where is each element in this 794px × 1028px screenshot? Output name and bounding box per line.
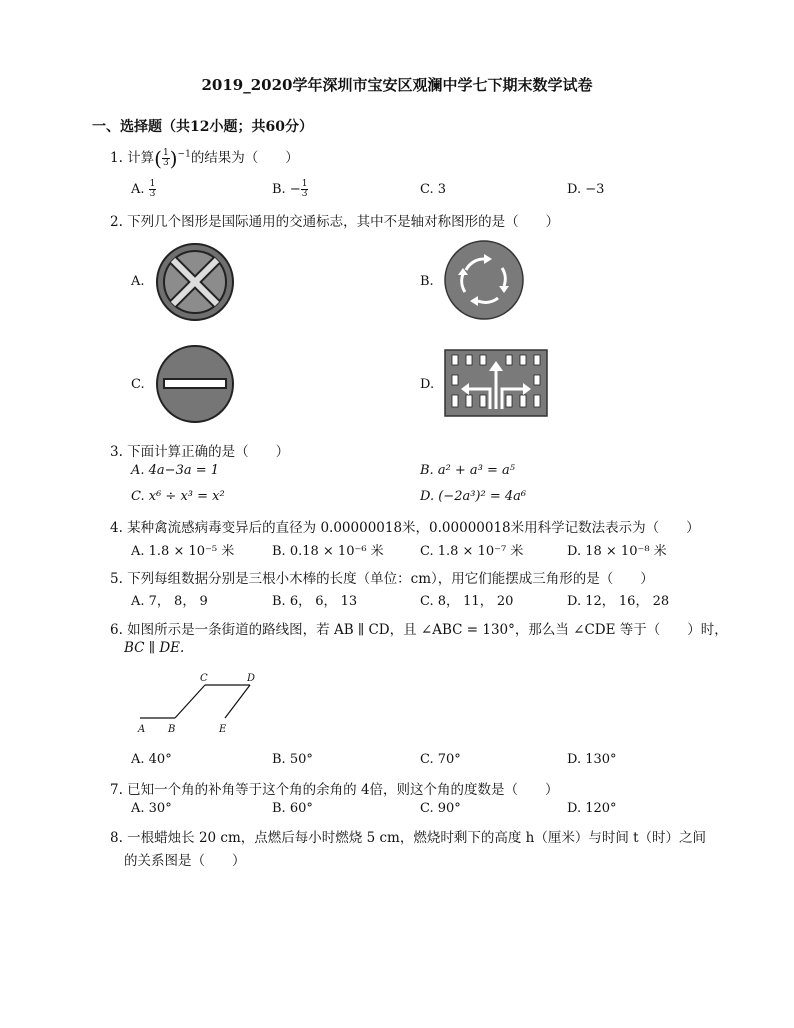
section-heading: 一、选择题（共12小题；共60分） (92, 119, 313, 135)
q1-option-c[interactable]: C. 3 (420, 182, 447, 197)
q5-option-a[interactable]: A. 7， 8， 9 (131, 594, 208, 609)
q6-option-c[interactable]: C. 70° (420, 752, 461, 767)
q6-option-d[interactable]: D. 130° (567, 752, 617, 767)
question-8-line-1: 8. 一根蜡烛长 20 cm，点燃后每小时燃烧 5 cm，燃烧时剩下的高度 h（厘米）与时间 t（时）之间 (110, 830, 707, 846)
q7-option-c[interactable]: C. 90° (420, 801, 461, 816)
question-2: 2. 下列几个图形是国际通用的交通标志，其中不是轴对称图形的是（ ） (110, 214, 560, 230)
q5-option-b[interactable]: B. 6， 6， 13 (272, 594, 358, 609)
question-6-line-1: 6. 如图所示是一条街道的路线图，若 AB ∥ CD，且 ∠ABC = 130°，那么当 ∠CDE 等于（ ）时， (110, 622, 728, 638)
q1-option-b[interactable]: B. − $\frac{1}{3}$ (272, 179, 308, 199)
no-entry-sign-icon (155, 344, 235, 424)
q3-option-a[interactable]: A. 4a−3a = 1 (131, 463, 220, 478)
q2-option-c-label[interactable]: C. (131, 377, 145, 392)
lane-direction-sign-icon (444, 349, 548, 417)
q1-option-d[interactable]: D. −3 (567, 182, 605, 197)
segment-bc (175, 685, 205, 718)
q1-prefix: 1. 计算 (110, 150, 155, 166)
q3-option-d[interactable]: D. (−2a³)² = 4a⁶ (420, 489, 527, 504)
q2-option-a-label[interactable]: A. (131, 274, 145, 289)
q4-option-b[interactable]: B. 0.18 × 10⁻⁶ 米 (272, 544, 384, 559)
q1-exponent: −1 (177, 149, 191, 160)
q1-option-a[interactable]: A. $\frac{1}{3}$ (131, 179, 156, 199)
q1-fraction: $\frac{1}{3}$ (162, 148, 169, 168)
q4-option-a[interactable]: A. 1.8 × 10⁻⁵ 米 (131, 544, 235, 559)
q7-option-d[interactable]: D. 120° (567, 801, 617, 816)
point-a-label: A (138, 724, 146, 735)
q6-option-b[interactable]: B. 50° (272, 752, 313, 767)
q7-option-b[interactable]: B. 60° (272, 801, 313, 816)
q3-option-c[interactable]: C. x⁶ ÷ x³ = x² (131, 489, 225, 504)
point-b-label: B (168, 724, 176, 735)
q5-option-d[interactable]: D. 12， 16， 28 (567, 594, 670, 609)
q7-option-a[interactable]: A. 30° (131, 801, 172, 816)
question-5: 5. 下列每组数据分别是三根小木棒的长度（单位：cm），用它们能摆成三角形的是（ ） (110, 571, 654, 587)
exam-title: 2019_2020学年深圳市宝安区观澜中学七下期末数学试卷 (201, 76, 593, 94)
q3-option-b[interactable]: B. a² + a³ = a⁵ (420, 463, 516, 478)
point-d-label: D (247, 673, 256, 684)
question-4: 4. 某种禽流感病毒变异后的直径为 0.00000018米，0.00000018米用科学记数法表示为（ ） (110, 520, 700, 536)
question-8-line-2: 的关系图是（ ） (124, 853, 246, 869)
q1-suffix: 的结果为（ ） (190, 150, 299, 166)
question-1: 1. 计算( $\frac{1}{3}$ )$^{-1}$的结果为（ ） (110, 146, 299, 171)
q2-option-b-label[interactable]: B. (420, 274, 434, 289)
question-3: 3. 下面计算正确的是（ ） (110, 444, 290, 460)
q4-option-c[interactable]: C. 1.8 × 10⁻⁷ 米 (420, 544, 524, 559)
q6-option-a[interactable]: A. 40° (131, 752, 172, 767)
q2-option-d-label[interactable]: D. (420, 377, 435, 392)
street-route-diagram (130, 670, 270, 740)
q4-option-d[interactable]: D. 18 × 10⁻⁸ 米 (567, 544, 667, 559)
segment-de (225, 685, 250, 718)
point-e-label: E (219, 724, 227, 735)
point-c-label: C (200, 673, 208, 684)
question-7: 7. 已知一个角的补角等于这个角的余角的 4倍，则这个角的度数是（ ） (110, 782, 559, 798)
no-stopping-sign-icon (155, 242, 235, 322)
roundabout-sign-icon (444, 240, 524, 320)
q5-option-c[interactable]: C. 8， 11， 20 (420, 594, 514, 609)
question-6-line-2: BC ∥ DE. (124, 640, 185, 656)
